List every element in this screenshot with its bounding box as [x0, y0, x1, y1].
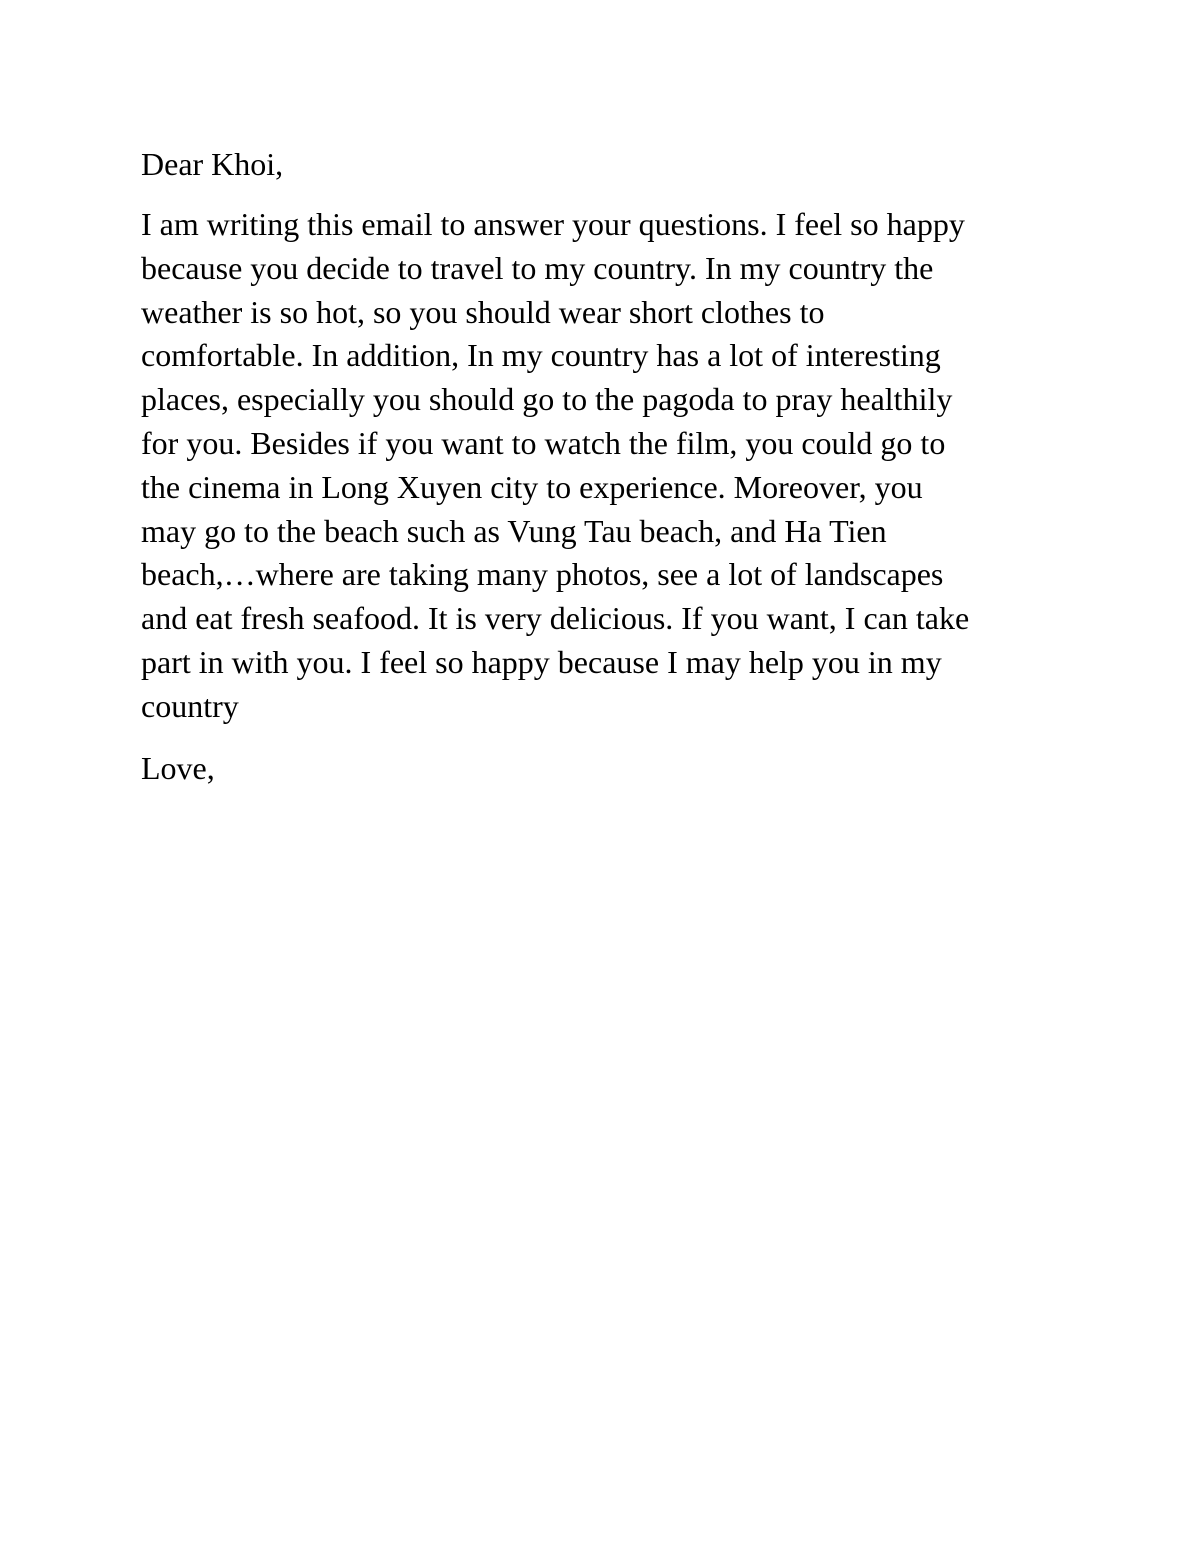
letter-body [141, 203, 1059, 729]
body-line: country [141, 687, 239, 724]
body-line: comfortable. In addition, In my country has a lot of interesting [141, 337, 941, 374]
body-line: because you decide to travel to my country. In my country the [141, 249, 934, 286]
body-line: may go to the beach such as Vung Tau beach, and Ha Tien [141, 512, 887, 549]
body-line: and eat fresh seafood. It is very delicious. If you want, I can take [141, 600, 970, 637]
body-line: places, especially you should go to the pagoda to pray healthily [141, 381, 953, 418]
body-line: weather is so hot, so you should wear short clothes to [141, 293, 825, 330]
body-line: part in with you. I feel so happy because I may help you in my [141, 643, 942, 680]
body-line: the cinema in Long Xuyen city to experience. Moreover, you [141, 468, 923, 505]
body-line: beach,…where are taking many photos, see a lot of landscapes [141, 556, 944, 593]
letter-greeting: Dear Khoi, [141, 146, 284, 182]
body-line: I am writing this email to answer your questions. I feel so happy [141, 206, 965, 242]
body-line: for you. Besides if you want to watch the film, you could go to [141, 424, 946, 461]
letter [141, 142, 1059, 790]
letter-closing: Love, [141, 749, 215, 786]
